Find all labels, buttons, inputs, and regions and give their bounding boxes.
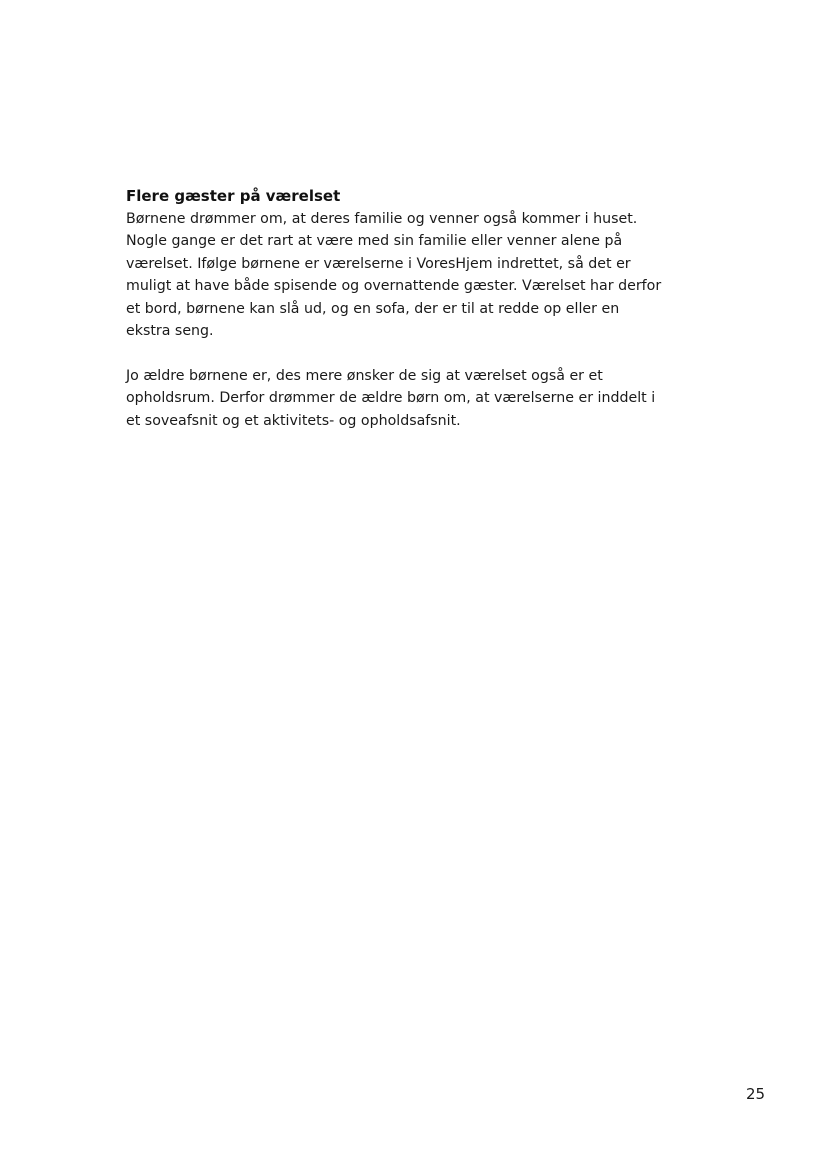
text-line: værelset. Ifølge børnene er værelserne i VoresHjem indrettet, så det er — [126, 255, 631, 272]
text-line: ekstra seng. — [126, 323, 214, 339]
text-line: et bord, børnene kan slå ud, og en sofa, der er til at redde op eller en — [126, 300, 620, 317]
text-line: Nogle gange er det rart at være med sin familie eller venner alene på — [126, 233, 623, 249]
page-number: 25 — [746, 1085, 766, 1103]
text-line: Jo ældre børnene er, des mere ønsker de sig at værelset også er et — [126, 367, 603, 384]
section-heading: Flere gæster på værelset — [126, 187, 341, 205]
paragraph-guests — [126, 208, 726, 343]
text-line: muligt at have både spisende og overnattende gæster. Værelset har derfor — [126, 278, 662, 294]
text-line: opholdsrum. Derfor drømmer de ældre børn om, at værelserne er inddelt i — [126, 390, 656, 406]
text-line: Børnene drømmer om, at deres familie og venner også kommer i huset. — [126, 210, 638, 227]
main-content — [126, 185, 726, 432]
text-line: et soveafsnit og et aktivitets- og opholdsafsnit. — [126, 412, 461, 429]
paragraph-older-children — [126, 365, 726, 433]
